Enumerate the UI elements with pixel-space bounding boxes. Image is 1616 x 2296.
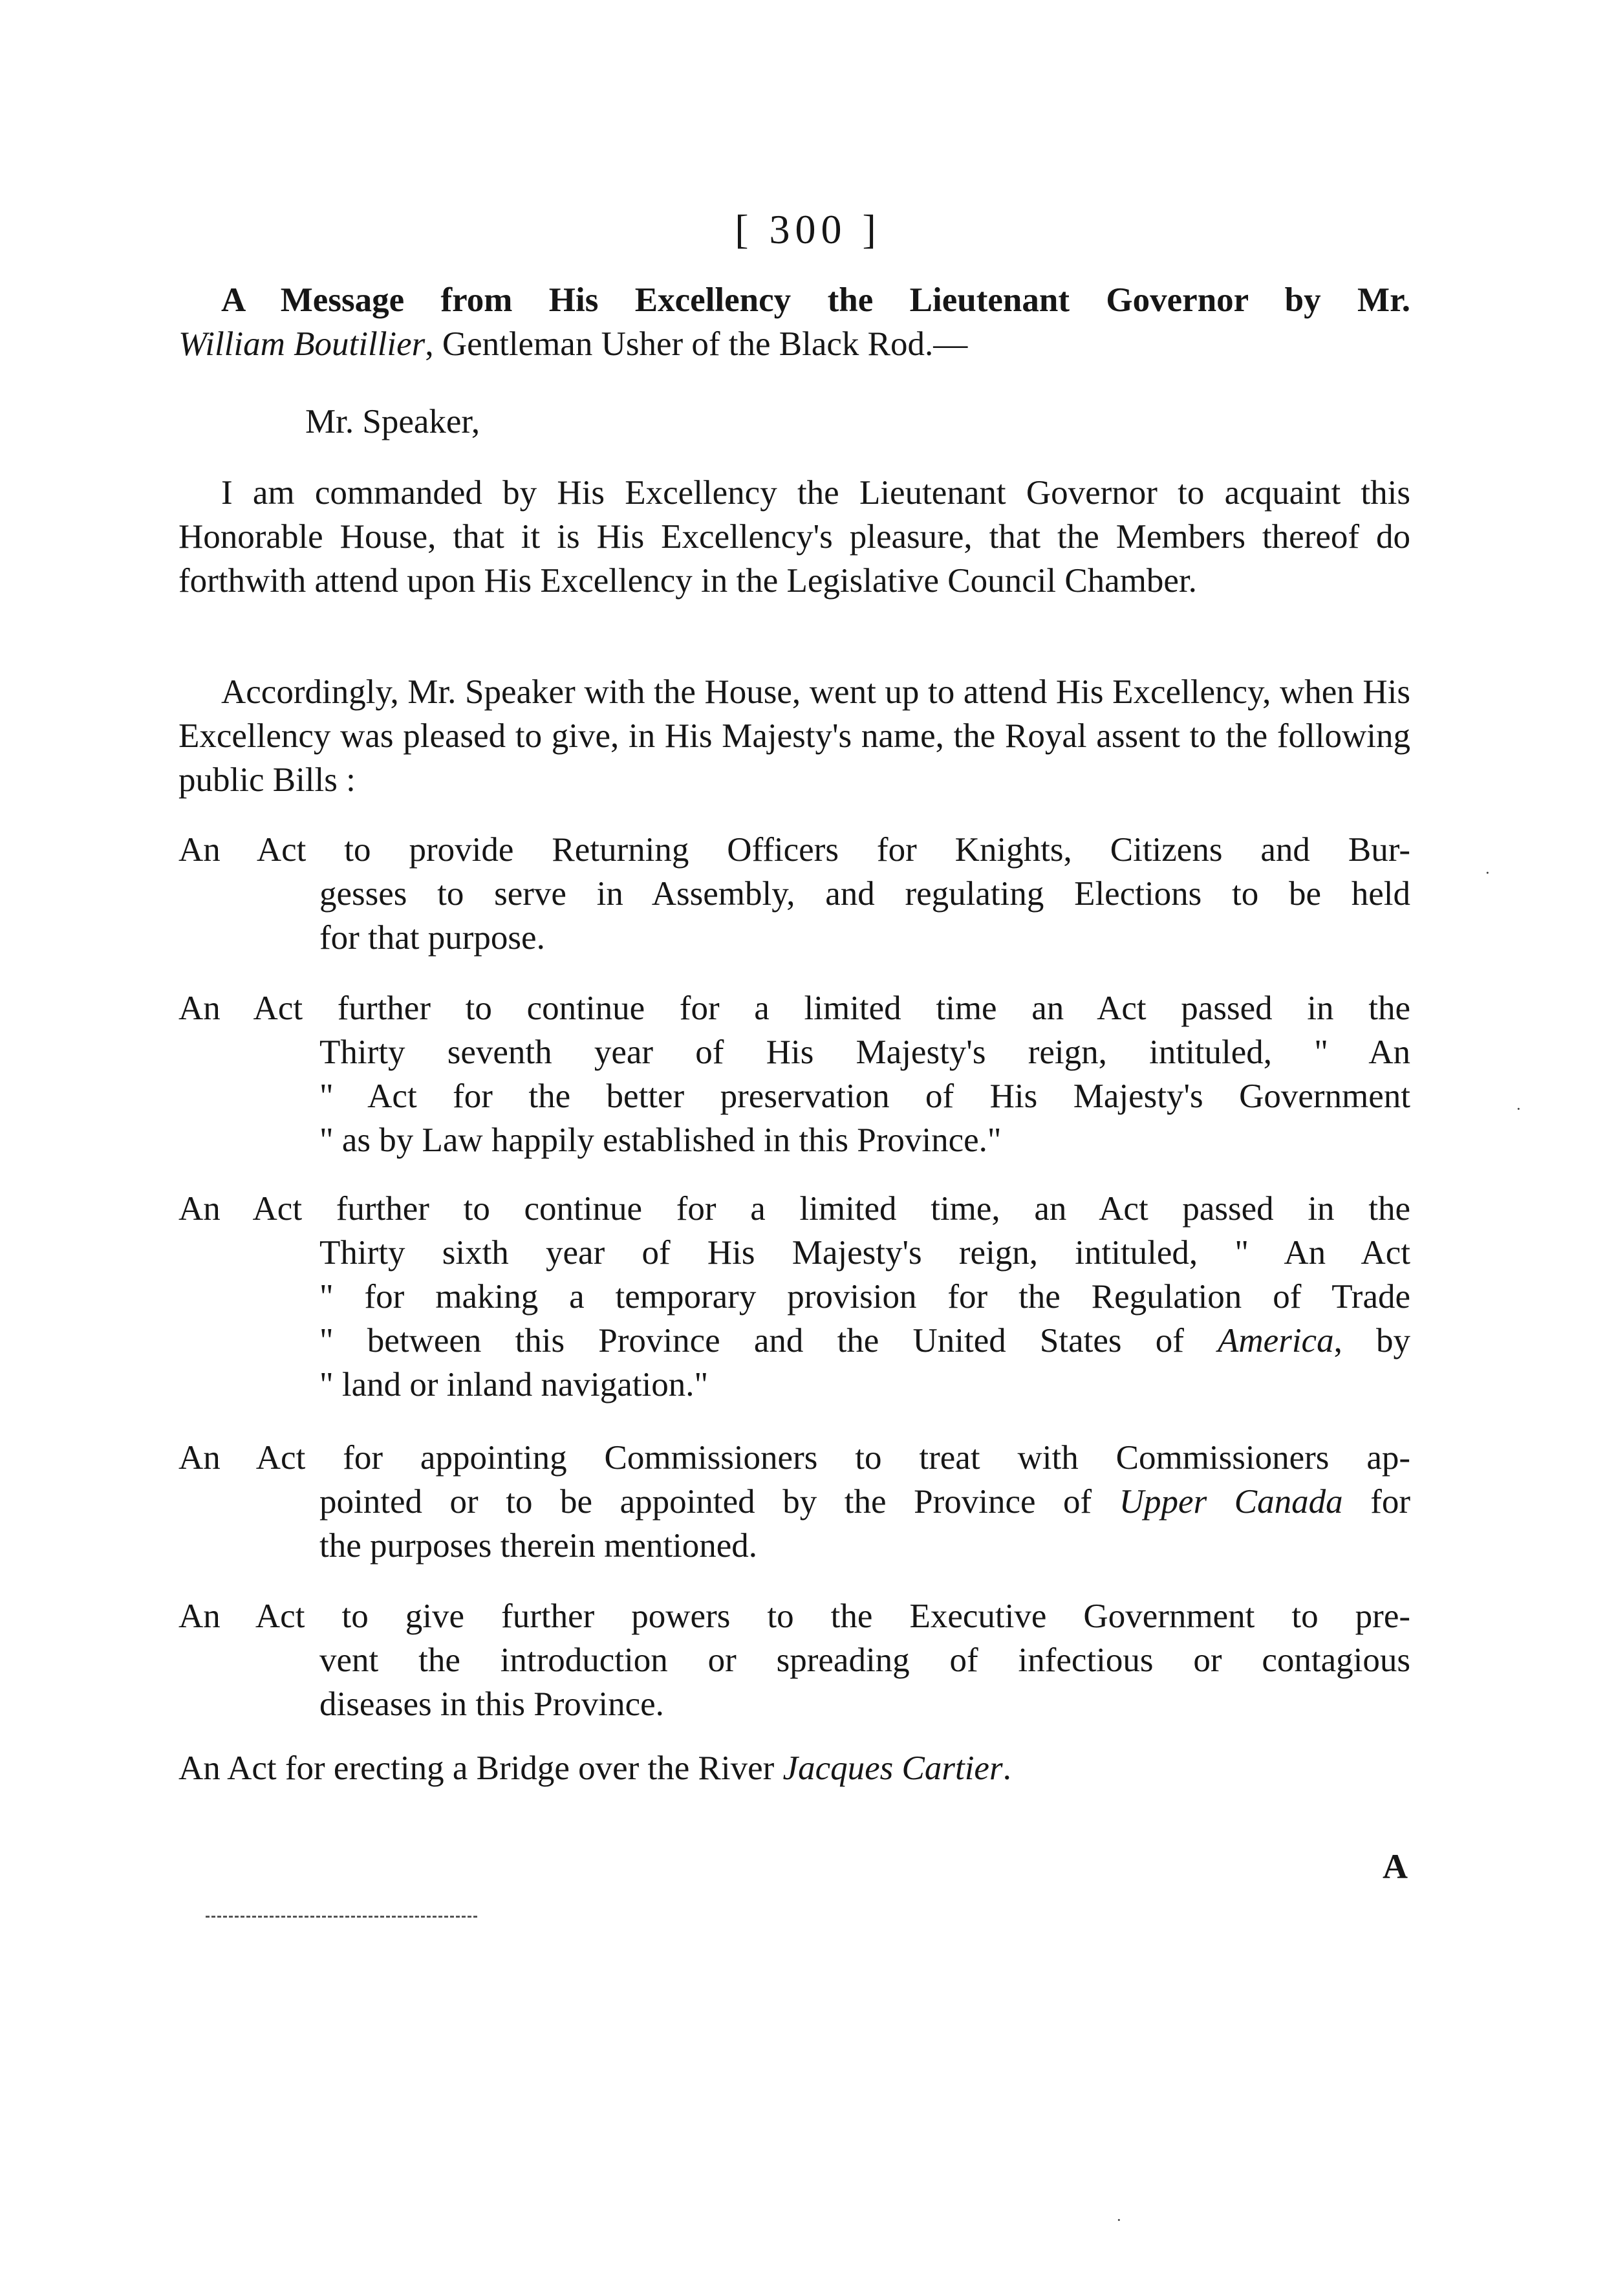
act-line: vent the introduction or spreading of infectious or contagious <box>319 1641 1410 1679</box>
act-text: , by <box>1333 1322 1411 1359</box>
act-text: pointed or to be appointed by the Province of <box>319 1483 1119 1521</box>
river-name: Jacques Cartier <box>782 1749 1003 1787</box>
act-item <box>178 1436 1410 1568</box>
act-item <box>178 1187 1410 1407</box>
act-line: " land or inland navigation." <box>319 1366 709 1403</box>
act-text: An Act for erecting a Bridge over the River <box>178 1749 783 1787</box>
act-text: for <box>1342 1483 1410 1521</box>
act-line: " as by Law happily established in this Province." <box>319 1121 1002 1159</box>
act-line: " Act for the better preservation of His Majesty's Government <box>319 1078 1410 1115</box>
act-line: the purposes therein mentioned. <box>319 1527 758 1565</box>
act-item <box>178 986 1410 1162</box>
act-item <box>178 1746 1410 1790</box>
act-line: An Act to provide Returning Officers for Knights, Citizens and Bur- <box>178 831 1410 869</box>
message-line-2 <box>178 322 1410 366</box>
place-name: America <box>1218 1322 1334 1359</box>
act-line: An Act further to continue for a limited time, an Act passed in the <box>178 1190 1410 1228</box>
act-line <box>178 1480 1410 1524</box>
act-line: An Act to give further powers to the Executive Government to pre- <box>178 1597 1410 1635</box>
act-line: for that purpose. <box>319 919 545 957</box>
ink-speck: · <box>1516 1099 1522 1118</box>
salutation: Mr. Speaker, <box>305 403 480 440</box>
act-line: An Act for appointing Commissioners to treat with Commissioners ap- <box>178 1439 1410 1477</box>
page-number: [ 300 ] <box>735 206 881 252</box>
act-line: Thirty seventh year of His Majesty's reign, intituled, " An <box>319 1034 1410 1071</box>
act-item <box>178 828 1410 960</box>
message-heading <box>178 278 1410 366</box>
act-line: Thirty sixth year of His Majesty's reign, intituled, " An Act <box>319 1234 1410 1272</box>
ink-speck: · <box>1485 863 1491 882</box>
act-line: gesses to serve in Assembly, and regulating Elections to be held <box>319 875 1410 913</box>
catchword: A <box>1383 1847 1408 1886</box>
act-item <box>178 1594 1410 1726</box>
act-line <box>178 1319 1410 1363</box>
act-line: An Act further to continue for a limited time an Act passed in the <box>178 990 1410 1027</box>
act-text: " between this Province and the United States of <box>319 1322 1218 1359</box>
usher-name: William Boutillier <box>178 325 426 363</box>
ink-speck: · <box>1116 2211 1122 2229</box>
act-line: " for making a temporary provision for the Regulation of Trade <box>319 1278 1410 1316</box>
message-line-1: A Message from His Excellency the Lieutenant Governor by Mr. <box>221 281 1410 319</box>
place-name: Upper Canada <box>1119 1483 1343 1521</box>
usher-title: , Gentleman Usher of the Black Rod.— <box>425 325 968 363</box>
act-text: . <box>1002 1749 1011 1787</box>
act-line: diseases in this Province. <box>319 1685 664 1723</box>
dashed-rule <box>206 1916 477 1918</box>
accordingly-paragraph: Accordingly, Mr. Speaker with the House, went up to attend His Excellency, when His Excellency was pleased to give, in His Majesty's name, the Royal assent to the following public Bills : <box>178 673 1410 799</box>
command-paragraph: I am commanded by His Excellency the Lieutenant Governor to acquaint this Honorable House, that it is His Excellency's pleasure, that the Members thereof do forthwith attend upon His Excellency in the Legislative Council Chamber. <box>178 474 1410 600</box>
